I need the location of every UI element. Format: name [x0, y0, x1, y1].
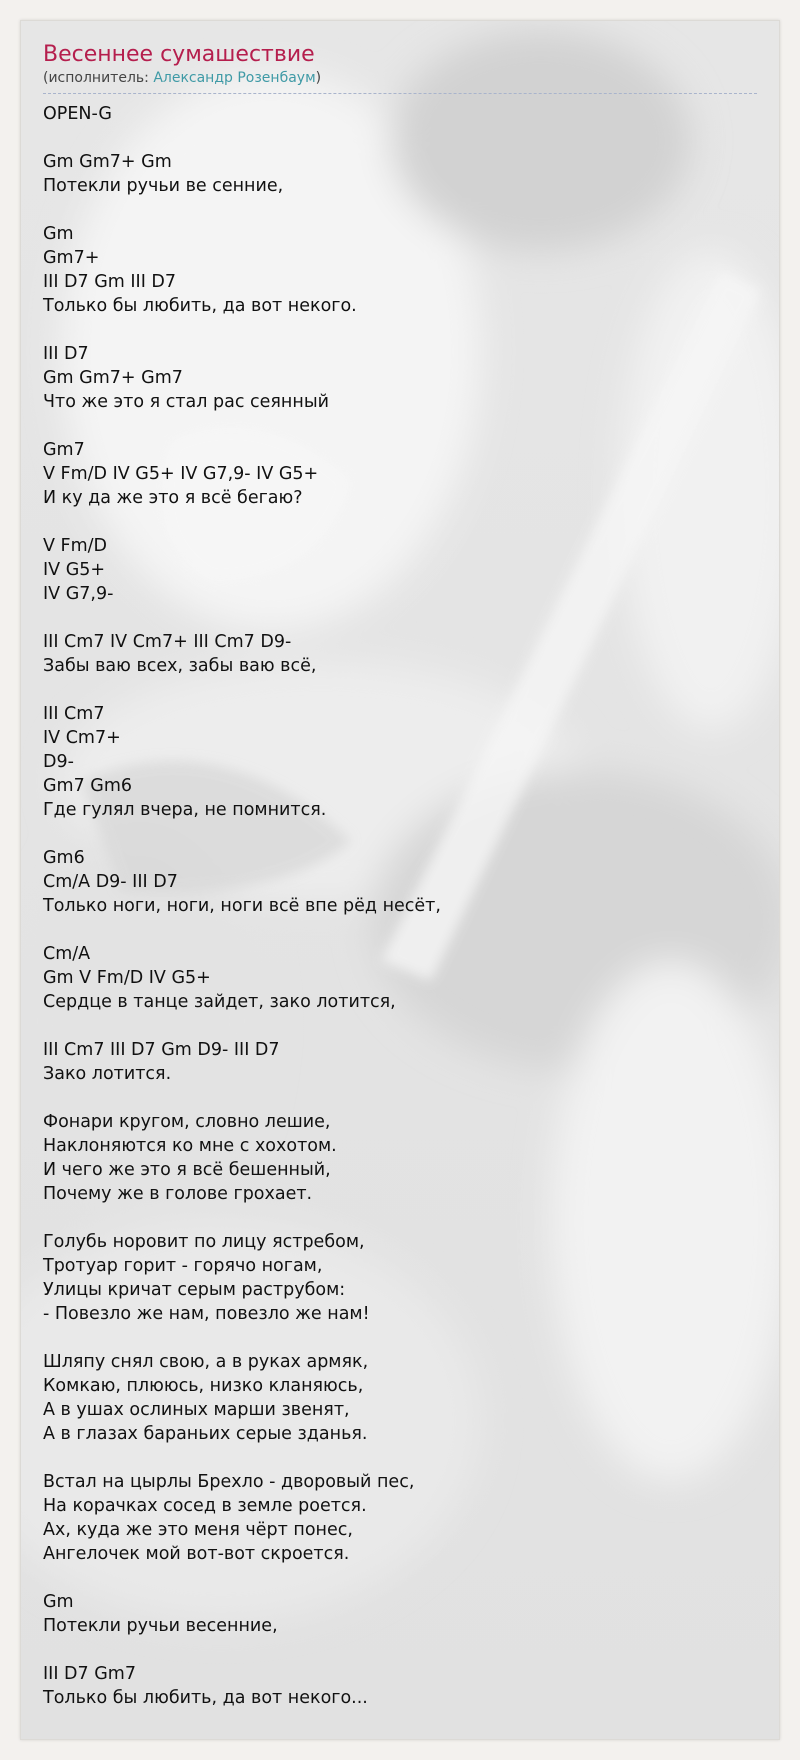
lyrics-blank-line: [43, 1014, 757, 1038]
lyrics-line: Потекли ручьи весенние,: [43, 1616, 278, 1636]
lyrics-line: III Cm7 IV Cm7+ III Cm7 D9-: [43, 632, 292, 652]
lyrics-line: На корачках сосед в земле роется.: [43, 1496, 367, 1516]
lyrics-line: А в ушах ослиных марши звенят,: [43, 1400, 350, 1420]
song-card: [20, 20, 780, 1740]
lyrics-line: Ах, куда же это меня чёрт понес,: [43, 1520, 353, 1540]
lyrics-line: Gm: [43, 224, 74, 244]
performer-link[interactable]: Александр Розенбаум: [153, 70, 316, 86]
lyrics-line: Только бы любить, да вот некого.: [43, 296, 357, 316]
lyrics-line: Комкаю, плююсь, низко кланяюсь,: [43, 1376, 364, 1396]
lyrics-line: Gm6: [43, 848, 85, 868]
lyrics-line: И ку да же это я всё бегаю?: [43, 488, 303, 508]
lyrics-line: Gm7 Gm6: [43, 776, 133, 796]
lyrics-line: III D7 Gm III D7: [43, 272, 177, 292]
lyrics-line: Gm7+: [43, 248, 100, 268]
lyrics-line: - Повезло же нам, повезло же нам!: [43, 1304, 370, 1324]
performer-suffix: ): [315, 70, 322, 86]
lyrics-line: Сердце в танце зайдет, зако лотится,: [43, 992, 396, 1012]
lyrics-blank-line: [43, 1206, 757, 1230]
song-title: Весеннее сумашествие: [43, 42, 315, 67]
lyrics-blank-line: [43, 318, 757, 342]
lyrics-blank-line: [43, 414, 757, 438]
lyrics-blank-line: [43, 918, 757, 942]
lyrics-line: Что же это я стал рас сеянный: [43, 392, 330, 412]
lyrics-blank-line: [43, 1638, 757, 1662]
lyrics-line: Где гулял вчера, не помнится.: [43, 800, 327, 820]
lyrics-line: III D7: [43, 344, 89, 364]
lyrics-line: Встал на цырлы Брехло - дворовый пес,: [43, 1472, 415, 1492]
lyrics-line: Gm: [43, 1592, 74, 1612]
lyrics-line: Только бы любить, да вот некого...: [43, 1688, 368, 1708]
lyrics-line: IV G5+: [43, 560, 106, 580]
lyrics-line: Cm/A: [43, 944, 91, 964]
lyrics-blank-line: [43, 1566, 757, 1590]
lyrics-blank-line: [43, 510, 757, 534]
lyrics-line: D9-: [43, 752, 74, 772]
performer-prefix: (исполнитель:: [43, 70, 154, 86]
lyrics-line: IV Cm7+: [43, 728, 121, 748]
lyrics-line: Зако лотится.: [43, 1064, 172, 1084]
lyrics-line: III Cm7: [43, 704, 105, 724]
lyrics-line: Gm Gm7+ Gm: [43, 152, 172, 172]
lyrics-line: III D7 Gm7: [43, 1664, 136, 1684]
lyrics-line: Шляпу снял свою, а в руках армяк,: [43, 1352, 369, 1372]
lyrics-blank-line: [43, 198, 757, 222]
lyrics-line: Почему же в голове грохает.: [43, 1184, 313, 1204]
lyrics-blank-line: [43, 1086, 757, 1110]
lyrics-blank-line: [43, 1446, 757, 1470]
lyrics-line: V Fm/D IV G5+ IV G7,9- IV G5+: [43, 464, 319, 484]
lyrics-line: И чего же это я всё бешенный,: [43, 1160, 331, 1180]
lyrics-line: Тротуар горит - горячо ногам,: [43, 1256, 323, 1276]
lyrics-line: Gm V Fm/D IV G5+: [43, 968, 211, 988]
lyrics-blank-line: [43, 606, 757, 630]
song-content: [21, 21, 779, 1710]
lyrics-line: Ангелочек мой вот-вот скроется.: [43, 1544, 350, 1564]
lyrics-line: Gm Gm7+ Gm7: [43, 368, 183, 388]
lyrics-line: Потекли ручьи ве сенние,: [43, 176, 284, 196]
lyrics-line: OPEN-G: [43, 104, 112, 124]
lyrics-line: V Fm/D: [43, 536, 108, 556]
lyrics-block: [43, 102, 757, 1710]
lyrics-line: Наклоняются ко мне с хохотом.: [43, 1136, 337, 1156]
lyrics-line: Забы ваю всех, забы ваю всё,: [43, 656, 317, 676]
lyrics-line: III Cm7 III D7 Gm D9- III D7: [43, 1040, 280, 1060]
lyrics-line: Только ноги, ноги, ноги всё впе рёд несёт,: [43, 896, 441, 916]
lyrics-line: Gm7: [43, 440, 85, 460]
lyrics-blank-line: [43, 822, 757, 846]
lyrics-line: IV G7,9-: [43, 584, 114, 604]
lyrics-line: Фонари кругом, словно лешие,: [43, 1112, 331, 1132]
lyrics-blank-line: [43, 678, 757, 702]
lyrics-blank-line: [43, 1326, 757, 1350]
performer-line: [43, 69, 757, 94]
lyrics-line: А в глазах бараньих серые зданья.: [43, 1424, 368, 1444]
lyrics-line: Улицы кричат серым раструбом:: [43, 1280, 346, 1300]
lyrics-line: Голубь норовит по лицу ястребом,: [43, 1232, 365, 1252]
lyrics-blank-line: [43, 126, 757, 150]
lyrics-line: Cm/A D9- III D7: [43, 872, 178, 892]
